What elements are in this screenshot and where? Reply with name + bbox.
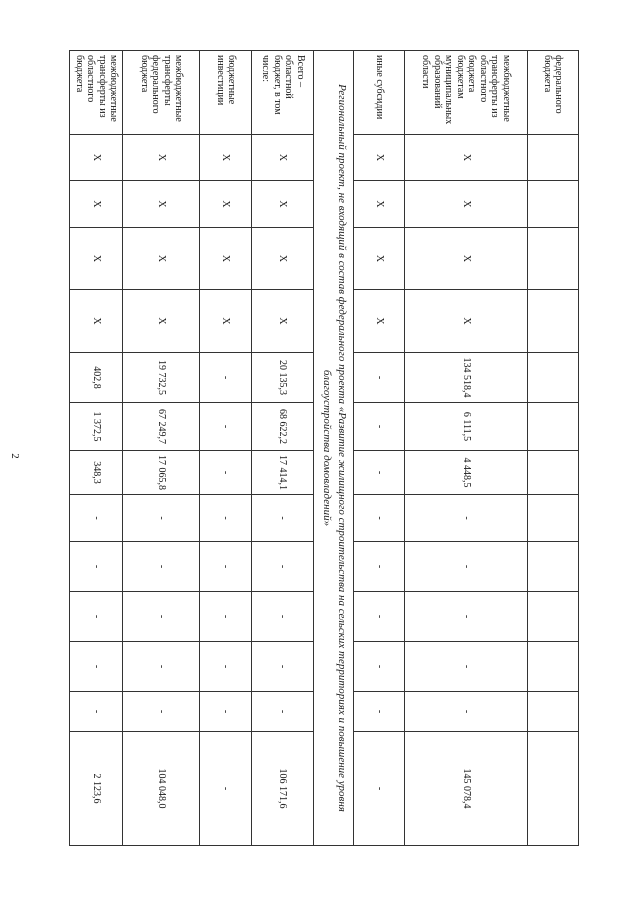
table-cell: Х bbox=[354, 181, 405, 228]
table-cell: - bbox=[354, 451, 405, 495]
table-cell: - bbox=[123, 692, 200, 732]
table-cell: - bbox=[200, 642, 252, 692]
table-row bbox=[405, 51, 528, 846]
table-cell: 4 448,5 bbox=[405, 451, 528, 495]
table-cell bbox=[528, 135, 579, 181]
table-cell: Х bbox=[200, 290, 252, 353]
table-cell bbox=[528, 592, 579, 642]
section-row bbox=[314, 51, 354, 846]
table-cell bbox=[528, 732, 579, 846]
table-cell: 6 111,5 bbox=[405, 403, 528, 451]
table-row bbox=[354, 51, 405, 846]
table-row bbox=[70, 51, 123, 846]
table-cell: - bbox=[252, 692, 314, 732]
table-cell: - bbox=[200, 692, 252, 732]
table-cell bbox=[528, 451, 579, 495]
table-row bbox=[252, 51, 314, 846]
row-label: межбюджетные трансферты федерального бюджета bbox=[123, 51, 200, 135]
table-cell: - bbox=[405, 542, 528, 592]
table-cell bbox=[528, 403, 579, 451]
table-cell: - bbox=[200, 353, 252, 403]
table-cell: - bbox=[252, 592, 314, 642]
table-cell: - bbox=[354, 542, 405, 592]
table-cell: - bbox=[252, 542, 314, 592]
rotated-table-container bbox=[73, 50, 579, 845]
table-cell: - bbox=[354, 495, 405, 542]
table-cell bbox=[528, 353, 579, 403]
table-cell: - bbox=[70, 592, 123, 642]
row-label: бюджетные инвестиции bbox=[200, 51, 252, 135]
table-cell: - bbox=[405, 592, 528, 642]
row-label: федерального бюджета bbox=[528, 51, 579, 135]
table-cell: - bbox=[354, 732, 405, 846]
table-cell: Х bbox=[354, 290, 405, 353]
table-cell: Х bbox=[252, 181, 314, 228]
table-cell: Х bbox=[200, 135, 252, 181]
table-cell: - bbox=[252, 495, 314, 542]
table-row bbox=[200, 51, 252, 846]
table-cell: 68 622,2 bbox=[252, 403, 314, 451]
table-cell: Х bbox=[405, 228, 528, 290]
table-cell: 67 249,7 bbox=[123, 403, 200, 451]
table-cell: Х bbox=[354, 228, 405, 290]
table-cell bbox=[528, 290, 579, 353]
table-cell: - bbox=[70, 692, 123, 732]
table-cell: 20 135,3 bbox=[252, 353, 314, 403]
table-cell: 17 065,8 bbox=[123, 451, 200, 495]
table-cell: Х bbox=[70, 228, 123, 290]
table-cell: 348,3 bbox=[70, 451, 123, 495]
section-title: Региональный проект, не входящий в состав федерального проекта «Развитие жилищного строительства на сельских территориях и повышение уровня благоустройства домовладений» bbox=[314, 51, 354, 846]
table-cell: Х bbox=[200, 228, 252, 290]
table-cell: Х bbox=[70, 290, 123, 353]
table-cell bbox=[528, 181, 579, 228]
table-cell: Х bbox=[70, 181, 123, 228]
table-cell: - bbox=[123, 542, 200, 592]
table-cell: Х bbox=[123, 181, 200, 228]
table-cell: - bbox=[354, 353, 405, 403]
table-cell: 145 078,4 bbox=[405, 732, 528, 846]
table-row bbox=[528, 51, 579, 846]
table-cell: - bbox=[354, 692, 405, 732]
table-cell: - bbox=[405, 692, 528, 732]
table-cell: Х bbox=[405, 290, 528, 353]
table-cell: Х bbox=[252, 135, 314, 181]
table-cell: Х bbox=[405, 181, 528, 228]
table-cell bbox=[528, 542, 579, 592]
table-cell: - bbox=[200, 542, 252, 592]
table-cell: - bbox=[405, 495, 528, 542]
table-cell: - bbox=[200, 451, 252, 495]
table-cell: Х bbox=[252, 290, 314, 353]
table-cell: - bbox=[354, 403, 405, 451]
table-cell: 19 732,5 bbox=[123, 353, 200, 403]
table-cell bbox=[528, 692, 579, 732]
table-cell: Х bbox=[354, 135, 405, 181]
table-cell: 402,8 bbox=[70, 353, 123, 403]
row-label: Всего – областной бюджет, в том числе: bbox=[252, 51, 314, 135]
table-row bbox=[123, 51, 200, 846]
table-cell: Х bbox=[123, 290, 200, 353]
table-cell: - bbox=[252, 642, 314, 692]
table-cell: - bbox=[354, 592, 405, 642]
table-cell: - bbox=[405, 642, 528, 692]
table-cell: - bbox=[200, 732, 252, 846]
budget-table bbox=[69, 50, 579, 846]
table-cell: 1 372,5 bbox=[70, 403, 123, 451]
table-cell: - bbox=[70, 542, 123, 592]
row-label: межбюджетные трансферты из областного бюджета bbox=[70, 51, 123, 135]
table-cell: 106 171,6 bbox=[252, 732, 314, 846]
table-cell: - bbox=[123, 495, 200, 542]
table-cell bbox=[528, 495, 579, 542]
table-cell bbox=[528, 642, 579, 692]
table-cell: - bbox=[200, 403, 252, 451]
table-cell: Х bbox=[70, 135, 123, 181]
table-cell: Х bbox=[123, 228, 200, 290]
table-cell: - bbox=[354, 642, 405, 692]
table-cell: Х bbox=[405, 135, 528, 181]
table-cell: Х bbox=[200, 181, 252, 228]
table-cell: 17 414,1 bbox=[252, 451, 314, 495]
table-cell: - bbox=[123, 642, 200, 692]
row-label: иные субсидии bbox=[354, 51, 405, 135]
table-cell: 134 518,4 bbox=[405, 353, 528, 403]
table-cell: 104 048,0 bbox=[123, 732, 200, 846]
table-cell: 2 123,6 bbox=[70, 732, 123, 846]
table-cell: Х bbox=[123, 135, 200, 181]
table-cell: - bbox=[200, 592, 252, 642]
table-cell: - bbox=[200, 495, 252, 542]
table-cell: - bbox=[70, 642, 123, 692]
page-number: 2 bbox=[9, 453, 21, 459]
table-cell: - bbox=[123, 592, 200, 642]
table-cell: - bbox=[70, 495, 123, 542]
row-label: межбюджетные трансферты из областного бюджета бюджетам муниципальных образований области bbox=[405, 51, 528, 135]
table-cell bbox=[528, 228, 579, 290]
table-cell: Х bbox=[252, 228, 314, 290]
